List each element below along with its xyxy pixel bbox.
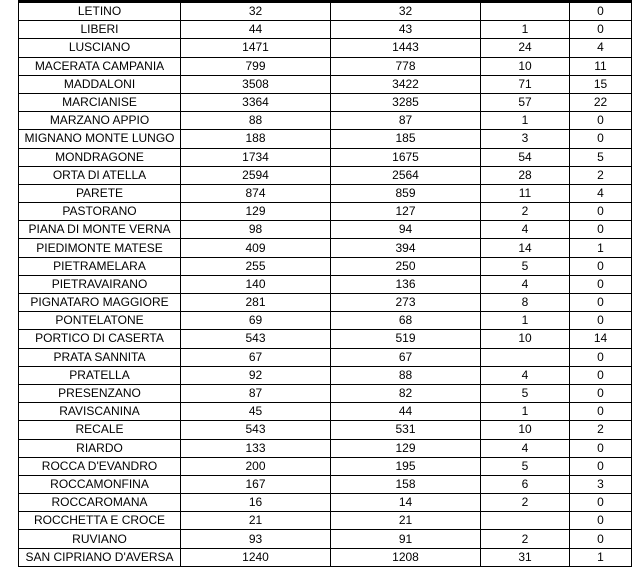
comune-cell: PARETE [19, 184, 181, 202]
value-col3-cell: 4 [481, 221, 570, 239]
comune-cell: PASTORANO [19, 203, 181, 221]
value-col1-cell: 67 [181, 348, 331, 366]
value-col4-cell: 0 [570, 512, 632, 530]
value-col1-cell: 543 [181, 330, 331, 348]
value-col2-cell: 158 [331, 475, 481, 493]
value-col4-cell: 0 [570, 439, 632, 457]
comune-cell: ROCCAMONFINA [19, 475, 181, 493]
value-col1-cell: 2594 [181, 166, 331, 184]
value-col1-cell: 3364 [181, 93, 331, 111]
value-col3-cell: 2 [481, 203, 570, 221]
value-col4-cell: 0 [570, 384, 632, 402]
table-row [19, 257, 632, 275]
value-col2-cell: 531 [331, 421, 481, 439]
value-col3-cell [481, 512, 570, 530]
table-row [19, 530, 632, 548]
value-col1-cell: 200 [181, 457, 331, 475]
value-col4-cell: 0 [570, 494, 632, 512]
value-col2-cell: 195 [331, 457, 481, 475]
value-col3-cell: 5 [481, 384, 570, 402]
value-col2-cell: 1443 [331, 39, 481, 57]
value-col4-cell: 11 [570, 57, 632, 75]
comune-cell: PRESENZANO [19, 384, 181, 402]
value-col3-cell: 71 [481, 75, 570, 93]
table-row [19, 275, 632, 293]
value-col1-cell: 16 [181, 494, 331, 512]
value-col2-cell: 2564 [331, 166, 481, 184]
table-row [19, 184, 632, 202]
value-col4-cell: 2 [570, 421, 632, 439]
table-row [19, 494, 632, 512]
value-col1-cell: 409 [181, 239, 331, 257]
value-col1-cell: 98 [181, 221, 331, 239]
comune-cell: RAVISCANINA [19, 403, 181, 421]
value-col3-cell: 10 [481, 421, 570, 439]
value-col1-cell: 92 [181, 366, 331, 384]
value-col2-cell: 88 [331, 366, 481, 384]
value-col3-cell: 31 [481, 548, 570, 566]
table-row [19, 294, 632, 312]
table-row [19, 403, 632, 421]
value-col4-cell: 0 [570, 221, 632, 239]
table-row [19, 112, 632, 130]
comune-cell: ROCCAROMANA [19, 494, 181, 512]
value-col4-cell: 5 [570, 148, 632, 166]
value-col1-cell: 874 [181, 184, 331, 202]
value-col2-cell: 129 [331, 439, 481, 457]
table-row [19, 439, 632, 457]
comune-cell: PRATA SANNITA [19, 348, 181, 366]
comune-cell: MARZANO APPIO [19, 112, 181, 130]
comune-cell: RUVIANO [19, 530, 181, 548]
value-col4-cell: 0 [570, 130, 632, 148]
comune-cell: PRATELLA [19, 366, 181, 384]
comune-cell: PIEDIMONTE MATESE [19, 239, 181, 257]
value-col2-cell: 87 [331, 112, 481, 130]
value-col1-cell: 69 [181, 312, 331, 330]
value-col2-cell: 68 [331, 312, 481, 330]
value-col3-cell: 14 [481, 239, 570, 257]
value-col2-cell: 250 [331, 257, 481, 275]
value-col2-cell: 519 [331, 330, 481, 348]
table-row [19, 421, 632, 439]
value-col3-cell: 10 [481, 330, 570, 348]
comune-cell: LUSCIANO [19, 39, 181, 57]
value-col3-cell: 10 [481, 57, 570, 75]
value-col3-cell: 24 [481, 39, 570, 57]
value-col1-cell: 133 [181, 439, 331, 457]
value-col1-cell: 45 [181, 403, 331, 421]
value-col2-cell: 127 [331, 203, 481, 221]
comune-cell: PIETRAMELARA [19, 257, 181, 275]
value-col4-cell: 0 [570, 3, 632, 21]
value-col4-cell: 1 [570, 239, 632, 257]
value-col2-cell: 44 [331, 403, 481, 421]
comune-cell: PIGNATARO MAGGIORE [19, 294, 181, 312]
value-col1-cell: 1471 [181, 39, 331, 57]
table-row [19, 239, 632, 257]
table-row [19, 348, 632, 366]
value-col2-cell: 3422 [331, 75, 481, 93]
comune-cell: MACERATA CAMPANIA [19, 57, 181, 75]
value-col4-cell: 0 [570, 530, 632, 548]
table-row [19, 166, 632, 184]
value-col3-cell: 4 [481, 366, 570, 384]
table-row [19, 548, 632, 566]
value-col2-cell: 273 [331, 294, 481, 312]
table-row [19, 384, 632, 402]
value-col3-cell: 2 [481, 494, 570, 512]
value-col2-cell: 1675 [331, 148, 481, 166]
comune-cell: PIANA DI MONTE VERNA [19, 221, 181, 239]
value-col4-cell: 0 [570, 112, 632, 130]
value-col1-cell: 32 [181, 3, 331, 21]
comune-cell: MADDALONI [19, 75, 181, 93]
comune-cell: RECALE [19, 421, 181, 439]
comune-cell: MIGNANO MONTE LUNGO [19, 130, 181, 148]
table-row [19, 75, 632, 93]
value-col3-cell: 8 [481, 294, 570, 312]
value-col3-cell: 5 [481, 257, 570, 275]
value-col4-cell: 0 [570, 275, 632, 293]
value-col4-cell: 2 [570, 166, 632, 184]
value-col2-cell: 185 [331, 130, 481, 148]
value-col3-cell: 2 [481, 530, 570, 548]
comune-cell: LETINO [19, 3, 181, 21]
value-col1-cell: 44 [181, 21, 331, 39]
comune-cell: ORTA DI ATELLA [19, 166, 181, 184]
value-col4-cell: 15 [570, 75, 632, 93]
table-row [19, 366, 632, 384]
table-row [19, 148, 632, 166]
value-col2-cell: 32 [331, 3, 481, 21]
value-col1-cell: 167 [181, 475, 331, 493]
table-row [19, 221, 632, 239]
table-row [19, 203, 632, 221]
value-col3-cell: 1 [481, 403, 570, 421]
value-col1-cell: 255 [181, 257, 331, 275]
value-col4-cell: 4 [570, 39, 632, 57]
value-col2-cell: 43 [331, 21, 481, 39]
comune-cell: LIBERI [19, 21, 181, 39]
value-col3-cell: 6 [481, 475, 570, 493]
value-col2-cell: 67 [331, 348, 481, 366]
value-col3-cell: 57 [481, 93, 570, 111]
value-col4-cell: 0 [570, 203, 632, 221]
comune-cell: PIETRAVAIRANO [19, 275, 181, 293]
comune-cell: ROCCHETTA E CROCE [19, 512, 181, 530]
table-row [19, 39, 632, 57]
value-col1-cell: 88 [181, 112, 331, 130]
value-col4-cell: 0 [570, 348, 632, 366]
value-col3-cell [481, 3, 570, 21]
value-col4-cell: 22 [570, 93, 632, 111]
value-col1-cell: 93 [181, 530, 331, 548]
value-col1-cell: 281 [181, 294, 331, 312]
value-col2-cell: 136 [331, 275, 481, 293]
value-col2-cell: 14 [331, 494, 481, 512]
value-col1-cell: 799 [181, 57, 331, 75]
value-col4-cell: 0 [570, 294, 632, 312]
value-col3-cell: 1 [481, 312, 570, 330]
value-col2-cell: 21 [331, 512, 481, 530]
value-col1-cell: 1240 [181, 548, 331, 566]
value-col1-cell: 3508 [181, 75, 331, 93]
comune-cell: MONDRAGONE [19, 148, 181, 166]
value-col2-cell: 91 [331, 530, 481, 548]
table-row [19, 93, 632, 111]
table-row [19, 57, 632, 75]
value-col2-cell: 1208 [331, 548, 481, 566]
value-col2-cell: 82 [331, 384, 481, 402]
value-col3-cell: 5 [481, 457, 570, 475]
value-col4-cell: 4 [570, 184, 632, 202]
value-col3-cell: 54 [481, 148, 570, 166]
table-row [19, 21, 632, 39]
value-col4-cell: 0 [570, 457, 632, 475]
value-col4-cell: 0 [570, 366, 632, 384]
value-col3-cell [481, 348, 570, 366]
value-col1-cell: 188 [181, 130, 331, 148]
value-col4-cell: 0 [570, 403, 632, 421]
comune-cell: MARCIANISE [19, 93, 181, 111]
comune-cell: PONTELATONE [19, 312, 181, 330]
comune-cell: SAN CIPRIANO D'AVERSA [19, 548, 181, 566]
value-col2-cell: 3285 [331, 93, 481, 111]
value-col3-cell: 4 [481, 275, 570, 293]
table-row [19, 130, 632, 148]
comuni-data-table [18, 2, 632, 567]
value-col4-cell: 1 [570, 548, 632, 566]
value-col1-cell: 1734 [181, 148, 331, 166]
value-col3-cell: 1 [481, 112, 570, 130]
table-row [19, 312, 632, 330]
comune-cell: ROCCA D'EVANDRO [19, 457, 181, 475]
table-row [19, 475, 632, 493]
value-col4-cell: 3 [570, 475, 632, 493]
value-col4-cell: 0 [570, 257, 632, 275]
table-row [19, 512, 632, 530]
value-col3-cell: 4 [481, 439, 570, 457]
value-col3-cell: 3 [481, 130, 570, 148]
value-col1-cell: 543 [181, 421, 331, 439]
value-col1-cell: 21 [181, 512, 331, 530]
value-col4-cell: 0 [570, 312, 632, 330]
value-col2-cell: 859 [331, 184, 481, 202]
value-col4-cell: 14 [570, 330, 632, 348]
table-body [19, 3, 632, 567]
table-row [19, 3, 632, 21]
comune-cell: RIARDO [19, 439, 181, 457]
value-col2-cell: 94 [331, 221, 481, 239]
value-col3-cell: 1 [481, 21, 570, 39]
value-col1-cell: 87 [181, 384, 331, 402]
value-col4-cell: 0 [570, 21, 632, 39]
table-row [19, 457, 632, 475]
value-col2-cell: 394 [331, 239, 481, 257]
value-col2-cell: 778 [331, 57, 481, 75]
comune-cell: PORTICO DI CASERTA [19, 330, 181, 348]
table-row [19, 330, 632, 348]
value-col3-cell: 11 [481, 184, 570, 202]
value-col3-cell: 28 [481, 166, 570, 184]
value-col1-cell: 140 [181, 275, 331, 293]
value-col1-cell: 129 [181, 203, 331, 221]
